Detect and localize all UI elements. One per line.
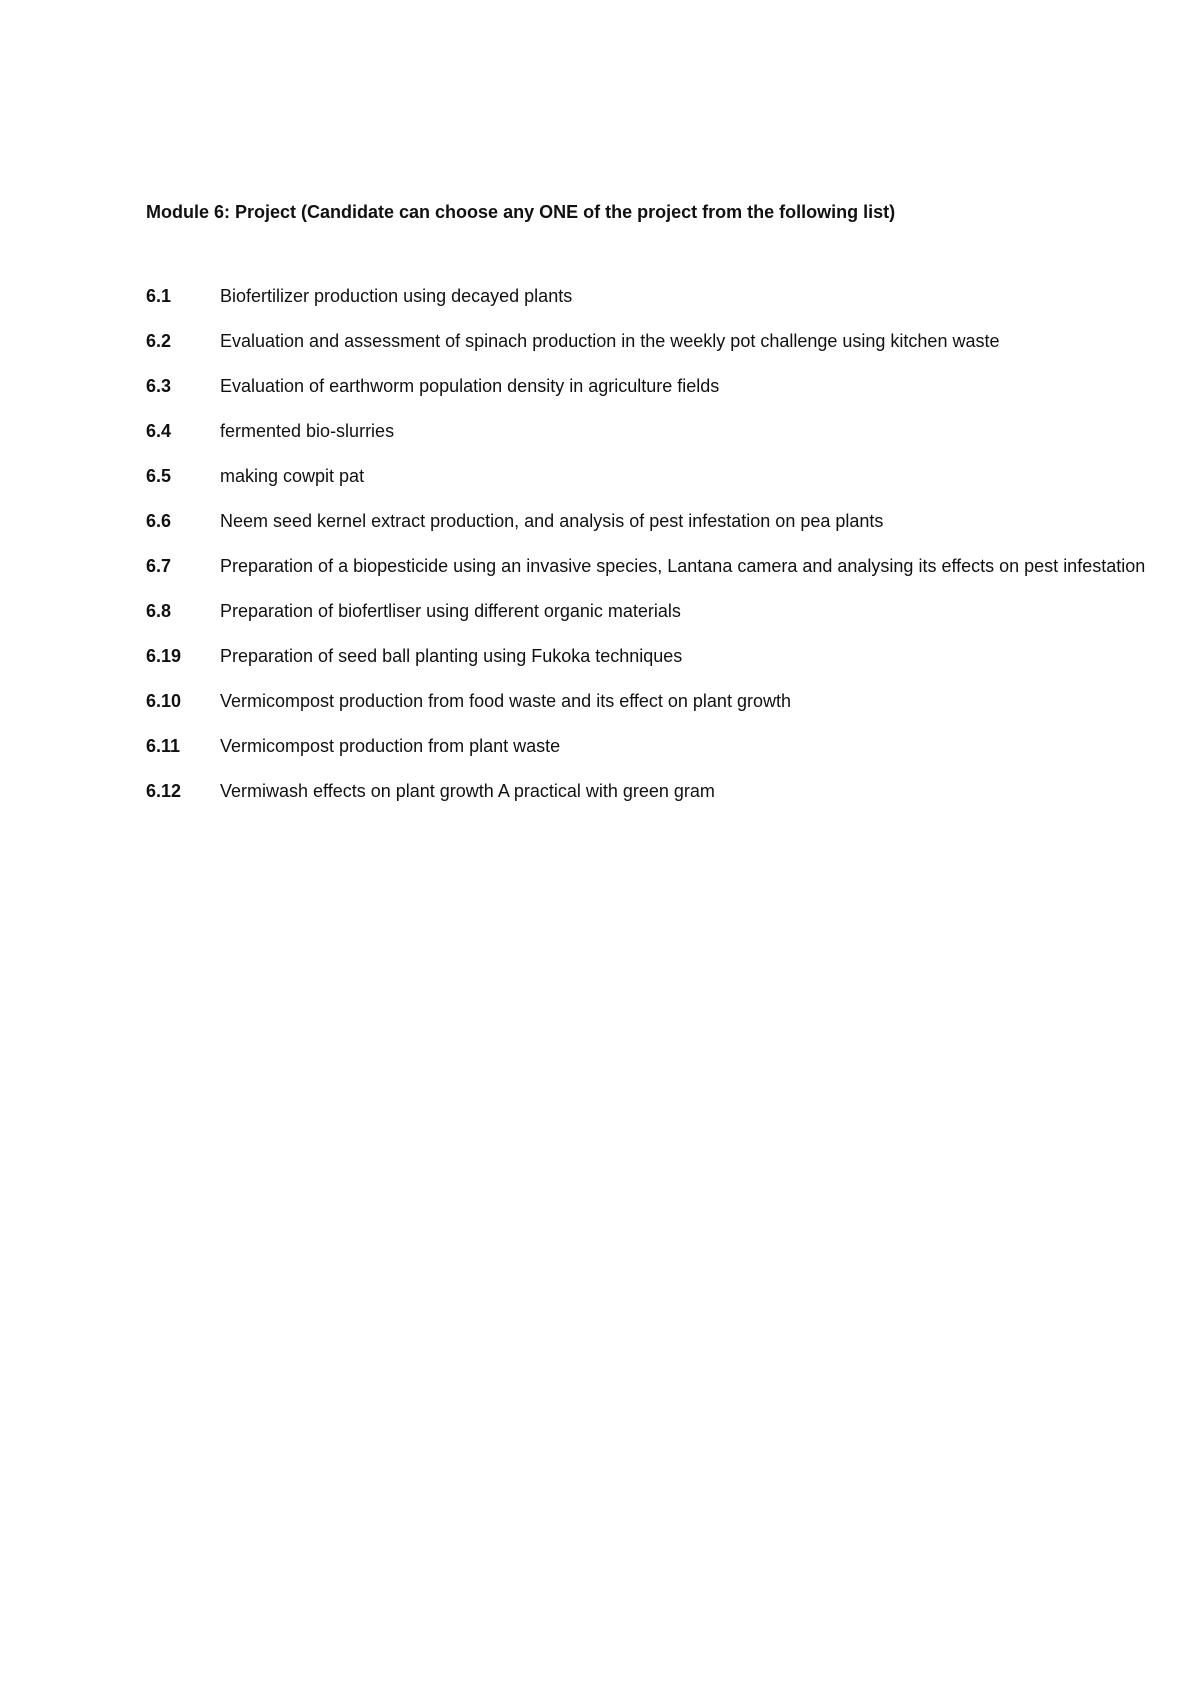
list-item xyxy=(146,282,1166,310)
item-text: making cowpit pat xyxy=(220,466,365,486)
list-item xyxy=(146,597,1166,625)
list-item xyxy=(146,462,1166,490)
item-number: 6.4 xyxy=(146,421,172,441)
item-number: 6.10 xyxy=(146,691,182,711)
item-number: 6.12 xyxy=(146,781,182,801)
item-text: fermented bio-slurries xyxy=(220,421,395,441)
item-text: Vermicompost production from plant waste xyxy=(220,736,561,756)
item-text: Evaluation and assessment of spinach production in the weekly pot challenge using kitchen waste xyxy=(220,331,1000,351)
page-title: Module 6: Project (Candidate can choose any ONE of the project from the following list) xyxy=(146,202,896,222)
item-text: Preparation of seed ball planting using Fukoka techniques xyxy=(220,646,683,666)
project-list xyxy=(146,282,1166,822)
item-number: 6.1 xyxy=(146,286,172,306)
item-text: Neem seed kernel extract production, and analysis of pest infestation on pea plants xyxy=(220,511,884,531)
list-item xyxy=(146,642,1166,670)
list-item xyxy=(146,327,1166,355)
list-item xyxy=(146,372,1166,400)
list-item xyxy=(146,687,1166,715)
item-text: Vermiwash effects on plant growth A practical with green gram xyxy=(220,781,715,801)
list-item xyxy=(146,417,1166,445)
item-number: 6.3 xyxy=(146,376,172,396)
list-item xyxy=(146,507,1166,535)
item-number: 6.2 xyxy=(146,331,172,351)
item-text: Preparation of a biopesticide using an invasive species, Lantana camera and analysing its effects on pest infestation xyxy=(220,556,1146,576)
item-number: 6.11 xyxy=(146,736,181,756)
list-item xyxy=(146,732,1166,760)
item-text: Evaluation of earthworm population density in agriculture fields xyxy=(220,376,720,396)
item-number: 6.5 xyxy=(146,466,172,486)
item-text: Vermicompost production from food waste and its effect on plant growth xyxy=(220,691,791,711)
list-item xyxy=(146,777,1166,805)
item-number: 6.8 xyxy=(146,601,172,621)
item-number: 6.6 xyxy=(146,511,172,531)
item-text: Preparation of biofertliser using different organic materials xyxy=(220,601,681,621)
item-text: Biofertilizer production using decayed plants xyxy=(220,286,573,306)
item-number: 6.7 xyxy=(146,556,172,576)
item-number: 6.19 xyxy=(146,646,182,666)
list-item xyxy=(146,552,1166,580)
